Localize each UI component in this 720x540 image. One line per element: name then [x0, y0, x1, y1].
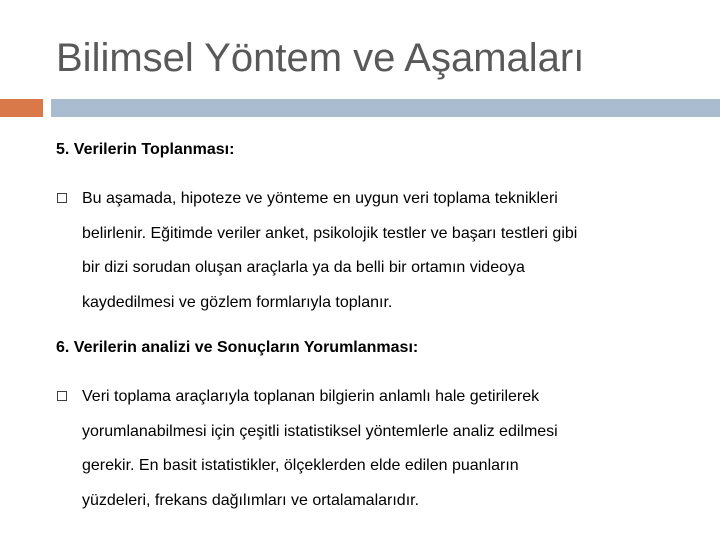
bullet-line: Veri toplama araçlarıyla toplanan bilgierin anlamlı hale getirilerek [82, 388, 540, 405]
slide-title: Bilimsel Yöntem ve Aşamaları [56, 36, 585, 80]
bullet-line: bir dizi sorudan oluşan araçlarla ya da belli bir ortamın videoya [82, 259, 525, 276]
bullet-line: Bu aşamada, hipoteze ve yönteme en uygun veri toplama teknikleri [82, 190, 558, 207]
bullet-line: gerekir. En basit istatistikler, ölçeklerden elde edilen puanların [82, 457, 519, 474]
square-bullet-icon [57, 391, 67, 401]
section-heading-data-analysis: 6. Verilerin analizi ve Sonuçların Yorumlanması: [56, 339, 419, 356]
accent-bar-blue [51, 99, 720, 117]
bullet-line: kaydedilmesi ve gözlem formlarıyla toplanır. [82, 293, 393, 311]
bullet-line: belirlenir. Eğitimde veriler anket, psikolojik testler ve başarı testleri gibi [82, 224, 578, 242]
square-bullet-icon [57, 193, 67, 203]
bullet-data-collection [56, 182, 696, 320]
bullet-data-analysis [56, 380, 696, 518]
bullet-line: yüzdeleri, frekans dağılımları ve ortalamalarıdır. [82, 491, 420, 509]
accent-bar-orange [0, 99, 43, 117]
section-heading-data-collection: 5. Verilerin Toplanması: [56, 141, 235, 158]
slide-content [56, 134, 696, 522]
bullet-line: yorumlanabilmesi için çeşitli istatistiksel yöntemlerle analiz edilmesi [82, 422, 558, 440]
